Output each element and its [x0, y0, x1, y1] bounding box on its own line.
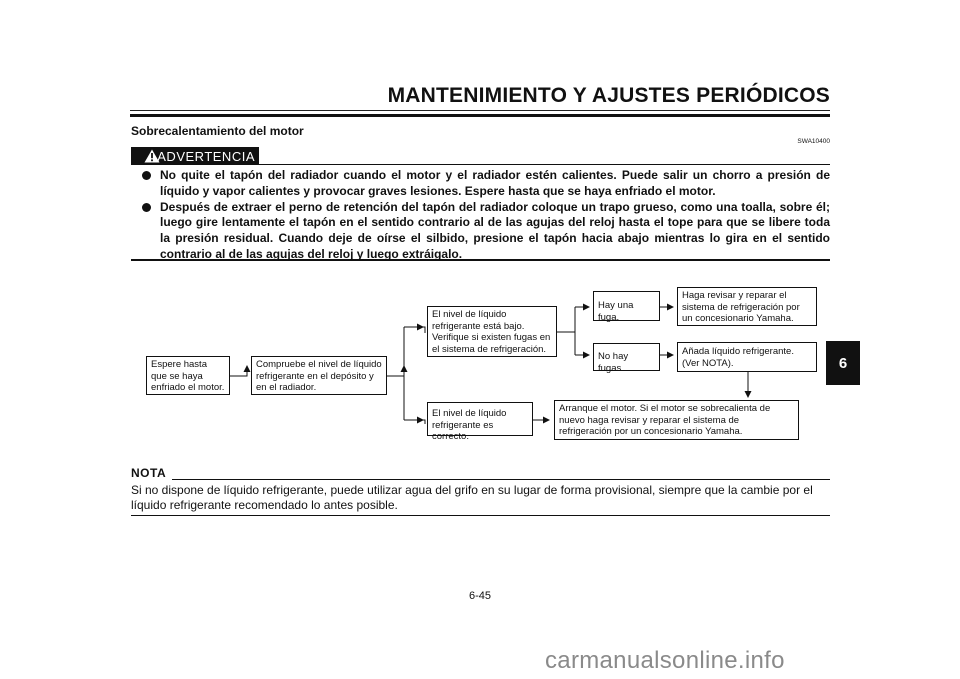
section-title: Sobrecalentamiento del motor	[131, 124, 304, 138]
watermark: carmanualsonline.info	[545, 647, 785, 674]
flow-box-start-engine: Arranque el motor. Si el motor se sobrecalienta de nuevo haga revisar y reparar el sistema de refrigeración por un concesionario Yamaha.	[554, 400, 799, 440]
warning-bullet-text: Después de extraer el perno de retención del tapón del radiador coloque un trapo grueso, como una toalla, sobre él; luego gire lentamente el tapón en el sentido contrario al de las agujas del reloj hasta el tope para que se libere toda la presión residual. Cuando deje de oírse el silbido, presione el tapón hacia abajo mientras lo gira en el sentido contrario al de las agujas del reloj y luego extráigalo.	[160, 199, 830, 261]
flow-box-wait: Espere hasta que se haya enfriado el motor.	[146, 356, 230, 395]
flow-box-no-leak: No hay fugas.	[593, 343, 660, 371]
warning-bullet-text: No quite el tapón del radiador cuando el motor y el radiador estén calientes. Puede salir un chorro a presión de líquido y vapor calientes y provocar graves lesiones. Espere hasta que se haya enfriado el motor.	[160, 168, 830, 198]
flow-box-leak: Hay una fuga.	[593, 291, 660, 321]
page-header-title: MANTENIMIENTO Y AJUSTES PERIÓDICOS	[387, 84, 830, 107]
arrow-check-to-split	[387, 366, 404, 376]
flow-box-repair: Haga revisar y reparar el sistema de refrigeración por un concesionario Yamaha.	[677, 287, 817, 326]
flow-box-level-low: El nivel de líquido refrigerante está bajo. Verifique si existen fugas en el sistema de refrigeración.	[427, 306, 557, 357]
arrow-to-low	[404, 327, 425, 333]
nota-rule	[172, 479, 830, 480]
nota-label: NOTA	[131, 466, 167, 480]
nota-end-rule	[131, 515, 830, 516]
flow-box-level-correct: El nivel de líquido refrigerante es correcto.	[427, 402, 533, 436]
warning-label: ADVERTENCIA	[157, 148, 255, 164]
flow-box-check: Compruebe el nivel de líquido refrigerante en el depósito y en el radiador.	[251, 356, 387, 395]
nota-text: Si no dispone de líquido refrigerante, puede utilizar agua del grifo en su lugar de forma provisional, siempre que la cambie por el líquido refrigerante recomendado lo antes posible.	[131, 483, 813, 512]
page-number: 6-45	[468, 590, 492, 602]
arrow-wait-to-check	[230, 366, 247, 376]
flow-box-add-coolant: Añada líquido refrigerante. (Ver NOTA).	[677, 342, 817, 372]
arrow-to-correct	[404, 420, 425, 424]
section-code: SWA10400	[797, 138, 830, 145]
chapter-tab: 6	[826, 341, 860, 385]
